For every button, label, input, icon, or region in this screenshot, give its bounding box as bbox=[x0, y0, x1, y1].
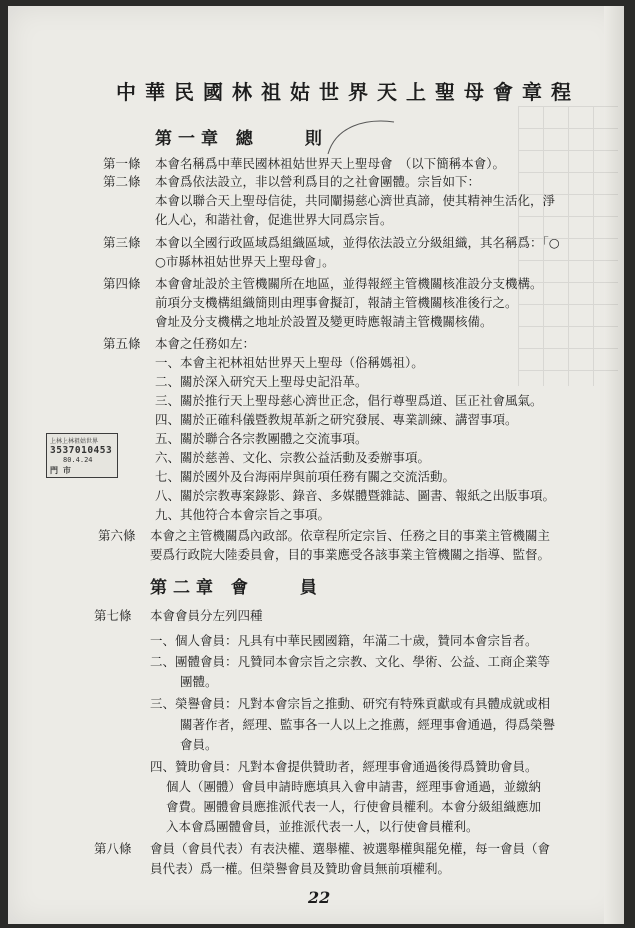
pen-stroke-mark bbox=[326, 116, 396, 156]
article-4-line-2: 前項分支機構組織簡則由理事會擬訂，報請主管機關核准後行之。 bbox=[155, 295, 518, 310]
article-6-label: 第六條 bbox=[98, 528, 136, 543]
article-8-line-2: 員代表）爲一權。但榮譽會員及贊助會員無前項權利。 bbox=[150, 861, 451, 876]
article-5-item-6: 六、關於慈善、文化、宗教公益活動及委辦事項。 bbox=[155, 450, 431, 465]
article-7-note-1: 個人（團體）會員申請時應填具入會申請書，經理事會通過，並繳納 bbox=[166, 779, 542, 794]
stamp-date: 80.4.24 bbox=[63, 456, 93, 464]
document-page bbox=[8, 6, 624, 924]
article-5-item-5: 五、關於聯合各宗教團體之交流事項。 bbox=[155, 431, 368, 446]
article-5-item-8: 八、關於宗教專案錄影、錄音、多媒體暨雜誌、圖書、報紙之出版事項。 bbox=[155, 488, 556, 503]
article-5-item-2: 二、關於深入研究天上聖母史記沿革。 bbox=[155, 374, 368, 389]
article-7-item-3-cont-2: 會員。 bbox=[180, 737, 218, 752]
article-3-label: 第三條 bbox=[103, 235, 141, 250]
article-7-item-2: 二、團體會員：凡贊同本會宗旨之宗教、文化、學術、公益、工商企業等 bbox=[150, 654, 551, 669]
article-2-line-2: 本會以聯合天上聖母信徒，共同闡揚慈心濟世真諦，使其精神生活化，淨 bbox=[155, 193, 556, 208]
article-5-item-7: 七、關於國外及台海兩岸與前項任務有關之交流活動。 bbox=[155, 469, 456, 484]
article-7-item-2-cont: 團體。 bbox=[180, 674, 218, 689]
chapter-2-heading: 第二章 會 員 bbox=[150, 578, 323, 598]
article-5-item-4: 四、關於正確科儀暨教規革新之研究發展、專業訓練、講習事項。 bbox=[155, 412, 518, 427]
article-4-label: 第四條 bbox=[103, 276, 141, 291]
article-8-label: 第八條 bbox=[94, 841, 132, 856]
article-2-label: 第二條 bbox=[103, 174, 141, 189]
article-4-line-1: 本會會址設於主管機關所在地區，並得報經主管機關核准設分支機構。 bbox=[155, 276, 543, 291]
article-8-line-1: 會員（會員代表）有表決權、選舉權、被選舉權與罷免權，每一會員（會 bbox=[150, 841, 551, 856]
article-6-line-2: 要爲行政院大陸委員會，目的事業應受各該事業主管機關之指導、監督。 bbox=[150, 547, 551, 562]
article-2-line-1: 本會爲依法設立，非以營利爲目的之社會團體。宗旨如下： bbox=[155, 174, 481, 189]
article-5-item-9: 九、其他符合本會宗旨之事項。 bbox=[155, 507, 331, 522]
article-7-label: 第七條 bbox=[94, 608, 132, 623]
stamp-line-4: 門 市 bbox=[50, 466, 71, 475]
article-6-line-1: 本會之主管機關爲內政部。依章程所定宗旨、任務之目的事業主管機關主 bbox=[150, 528, 551, 543]
article-4-line-3: 會址及分支機構之地址於設置及變更時應報請主管機關核備。 bbox=[155, 314, 493, 329]
article-7-item-1: 一、個人會員：凡具有中華民國國籍，年滿二十歲，贊同本會宗旨者。 bbox=[150, 633, 538, 648]
registry-stamp bbox=[46, 433, 118, 478]
article-7-item-3: 三、榮譽會員：凡對本會宗旨之推動、研究有特殊貢獻或有具體成就或相 bbox=[150, 696, 551, 711]
stamp-number: 3537010453 bbox=[50, 445, 113, 456]
chapter-1-heading: 第一章 總 則 bbox=[155, 129, 328, 149]
article-5-label: 第五條 bbox=[103, 336, 141, 351]
article-1-label: 第一條 bbox=[103, 156, 141, 171]
article-7-item-4: 四、贊助會員：凡對本會提供贊助者，經理事會通過後得爲贊助會員。 bbox=[150, 759, 538, 774]
article-7-intro: 本會會員分左列四種 bbox=[150, 608, 263, 623]
article-3-line-1: 本會以全國行政區域爲組織區域，並得依法設立分級組織，其名稱爲：「○ bbox=[155, 235, 560, 250]
article-1-line-1: 本會名稱爲中華民國林祖姑世界天上聖母會 （以下簡稱本會）。 bbox=[155, 156, 506, 171]
article-7-note-2: 會費。團體會員應推派代表一人，行使會員權利。本會分級組織應加 bbox=[166, 799, 542, 814]
article-7-item-3-cont-1: 關著作者，經理、監事各一人以上之推薦，經理事會通過，得爲榮譽 bbox=[180, 717, 556, 732]
article-5-item-1: 一、本會主祀林祖姑世界天上聖母（俗稱媽祖）。 bbox=[155, 355, 424, 370]
article-2-line-3: 化人心，和諧社會，促進世界大同爲宗旨。 bbox=[155, 212, 393, 227]
stamp-line-1: 上林上林祖姑世界 bbox=[50, 438, 99, 445]
article-3-line-2: ○市縣林祖姑世界天上聖母會」。 bbox=[155, 254, 335, 269]
document-title: 中華民國林祖姑世界天上聖母會章程 bbox=[116, 80, 580, 104]
page-number: 22 bbox=[308, 888, 331, 907]
article-5-intro: 本會之任務如左： bbox=[155, 336, 256, 351]
article-5-item-3: 三、關於推行天上聖母慈心濟世正念，倡行尊聖爲道、匡正社會風氣。 bbox=[155, 393, 543, 408]
article-7-note-3: 入本會爲團體會員，並推派代表一人，以行使會員權利。 bbox=[166, 819, 479, 834]
